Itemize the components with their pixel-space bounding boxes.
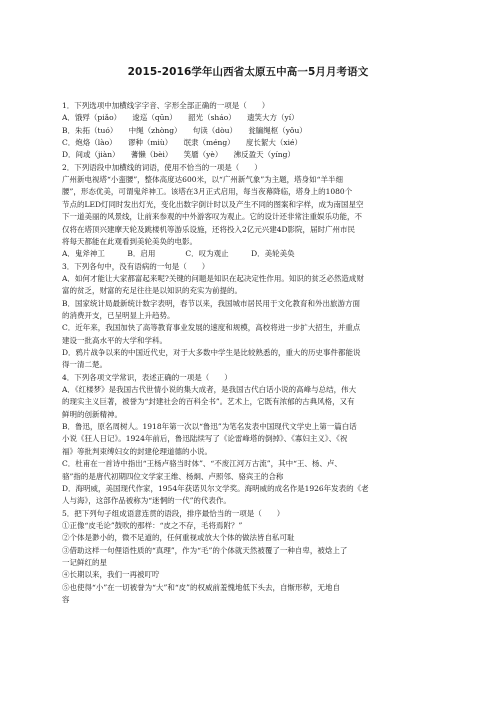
text-line: B．鲁迅，原名周树人。1918年第一次以“鲁迅”为笔名发表中国现代文学史上第一篇白话 bbox=[62, 422, 357, 432]
text-line: 2．下列语段中加横线的词语，使用不恰当的一项是（ ） bbox=[62, 162, 262, 172]
text-line: A．饿殍（piǎo） 逡巡（qūn） 韶光（sháo） 遗笑大方（yí） bbox=[62, 113, 299, 123]
text-line: ③借助这样一句俚语性质的“真理”，作为“毛”的个体就天然被覆了一种自卑，被焓上了 bbox=[62, 545, 348, 555]
text-line: C．近年来，我国加快了高等教育事业发展的速度和规模，高校将进一步扩大招生，并重点 bbox=[62, 323, 361, 333]
text-line: 容 bbox=[62, 595, 70, 604]
text-line: 下一道美丽的风景线，让前来参观的中外游客叹为观止。它的设计还非常注重娱乐功能，不 bbox=[62, 212, 362, 222]
text-line: 将每天都能在此观看到美轮美奂的电影。 bbox=[62, 236, 197, 246]
text-line: 的消费开支，已呈明显上升趋势。 bbox=[62, 310, 175, 320]
text-line: 福》等批判束缚妇女的封建伦理道德的小说。 bbox=[62, 446, 212, 456]
text-line: A．如何才能让大家都富起来呢?关键的问题是知识在起决定性作用。知识的贫乏必然造成财 bbox=[62, 273, 364, 283]
text-line: 广州新电视塔“小蛮腰”，整体高度达600米，以“广州新气象”为主题，塔身如“羊半细 bbox=[62, 175, 343, 185]
text-line: 腰”，形态优美，可谓鬼斧神工。该塔在3月正式启用，每当夜幕降临，塔身上的1080个 bbox=[62, 187, 353, 197]
text-line: ①正像“皮毛论”鼓吹的那样：“皮之不存，毛将焉附？” bbox=[62, 520, 243, 530]
text-line: D．鸦片战争以来的中国近代史，对于大多数中学生是比较熟悉的，重大的历史事件都能说 bbox=[62, 348, 361, 357]
text-line: 鲜明的创新精神。 bbox=[62, 409, 122, 419]
text-line: B．朱拓（tuó） 中绳（zhòng） 句读（dòu） 瓮牖绳枢（yǒu） bbox=[62, 125, 307, 135]
text-line: 1．下列选项中加横线字字音、字形全部正确的一项是（ ） bbox=[62, 101, 270, 110]
text-line: 4．下列各项文学常识，表述正确的一项是（ ） bbox=[62, 372, 232, 382]
text-line: 得一清二楚。 bbox=[62, 360, 107, 370]
text-line: C．炮烙（lào） 谬种（miù） 氓隶（méng） 度长絜大（xié） bbox=[62, 138, 302, 148]
text-line: 仅将在塔顶兴建摩天轮及跳楼机等游乐设施，还将投入2亿元兴建4D影院，届时广州市民 bbox=[62, 224, 356, 234]
text-line: ④长期以来，我们一再被叮咛 bbox=[62, 570, 160, 580]
document-title: 2015-2016学年山西省太原五中高一5月月考语文 bbox=[127, 66, 369, 78]
text-line: 富的贫乏，财富的充足往往是以知识的充实为前提的。 bbox=[62, 286, 242, 296]
text-line: 5．把下列句子组成语意连贯的语段，排序最恰当的一项是（ ） bbox=[62, 508, 285, 518]
text-line: 骆”指的是唐代初期四位文学家王维、杨炯、卢照邻、骆宾王的合称 bbox=[62, 471, 284, 481]
text-line: 3．下列各句中，没有语病的一句是（ ） bbox=[62, 261, 210, 271]
text-line: A．《红楼梦》是我国古代世情小说的集大成者，是我国古代白话小说的高峰与总结，伟大 bbox=[62, 385, 357, 395]
text-line: ⑤也使得“小”在一切被誉为“大”和“皮”的权威前羞愧地低下头去，自惭形秽，无地自 bbox=[62, 582, 341, 592]
text-line: D．间或（jiàn） 蓍懒（bèi） 笑靥（yè） 沸反盈天（yíng） bbox=[62, 150, 295, 160]
text-line: 小说《狂人日记》。1924年前后，鲁迅陆续写了《论雷峰塔的倒掉》、《寡妇主义》、《祝 bbox=[62, 434, 348, 444]
text-line: 建设一批高水平的大学和学科。 bbox=[62, 335, 167, 345]
text-line: A．鬼斧神工 B．启用 C．叹为观止 D．美轮美奂 bbox=[62, 249, 295, 259]
text-line: D．海明威，美国现代作家，1954年获诺贝尔文学奖。海明威的成名作是1926年发表的《老 bbox=[62, 483, 369, 493]
text-line: 一记鲜红的星 bbox=[62, 558, 107, 567]
text-line: B．国家统计局最新统计数字表明，春节以来，我国城市居民用于文化教育和外出旅游方面 bbox=[62, 298, 361, 308]
text-line: C．杜甫在一首诗中指出“王杨卢骆当时体”、“不废江河万古流”，其中“王、杨、卢、 bbox=[62, 459, 342, 469]
text-line: 的现实主义巨著，被誉为“封建社会的百科全书”。艺术上，它既有浓郁的古典风格，又有 bbox=[62, 397, 355, 407]
text-line: 节点的LED灯同时发出灯光，变化出数字倒计时以及产生不同的图案和字样，成为南国星空 bbox=[62, 199, 364, 209]
text-line: ②个体是渺小的，微不足道的，任何重视或放大个体的做法皆自私可耻 bbox=[62, 533, 295, 543]
text-line: 人与海》，这部作品被称为“迷惘的一代”的代表作。 bbox=[62, 496, 231, 506]
